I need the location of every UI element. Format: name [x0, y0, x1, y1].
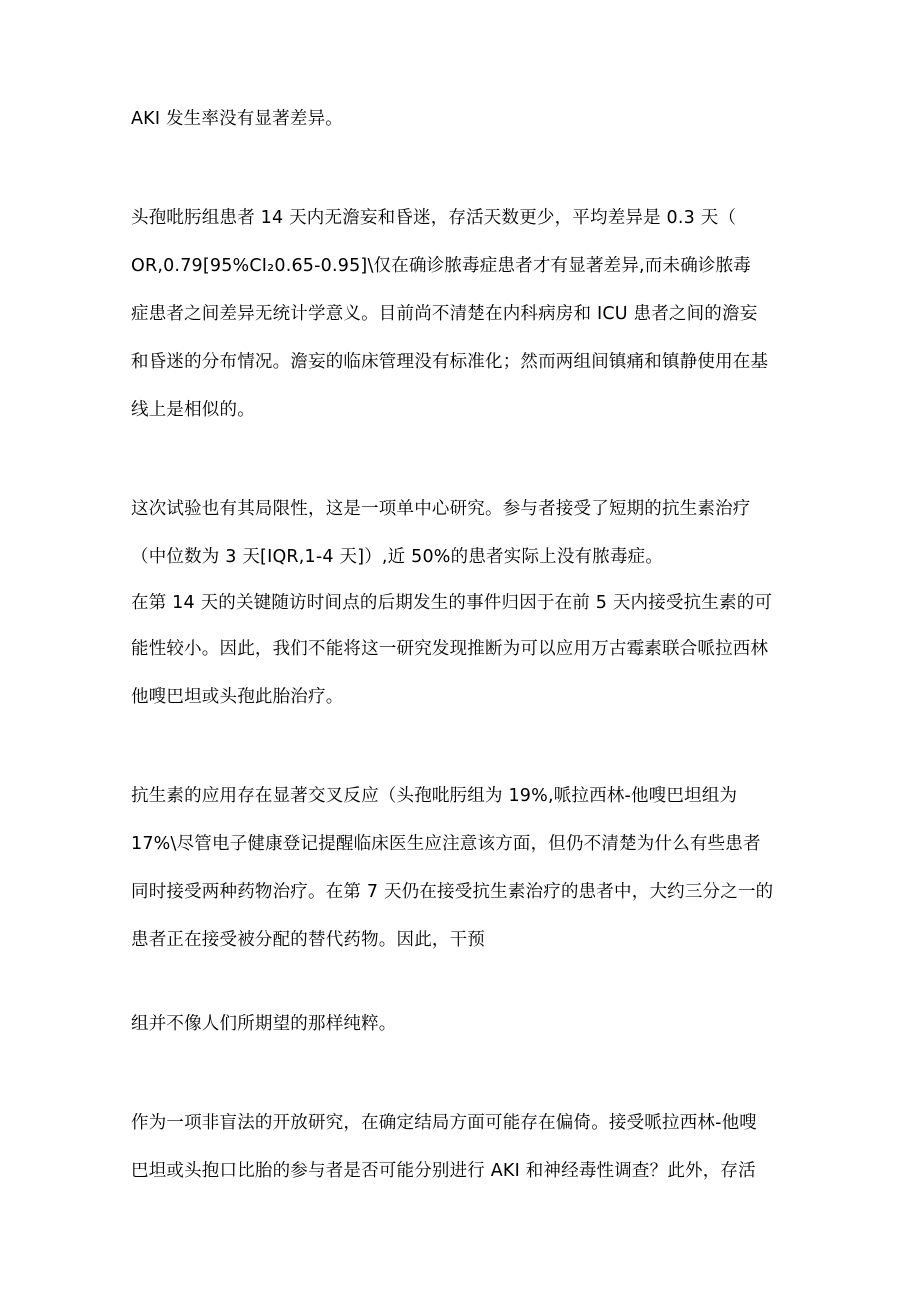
- paragraph-5-line-1: 组并不像人们所期望的那样纯粹。: [131, 1014, 397, 1034]
- paragraph-4-line-4: 患者正在接受被分配的替代药物。因此，干预: [131, 930, 485, 950]
- paragraph-2-line-5: 线上是相似的。: [131, 400, 255, 420]
- paragraph-2-line-4: 和昏迷的分布情况。澹妄的临床管理没有标准化；然而两组间镇痛和镇静使用在基: [131, 352, 769, 372]
- paragraph-3-line-4: 能性较小。因此，我们不能将这一研究发现推断为可以应用万古霉素联合哌拉西林: [131, 639, 769, 659]
- paragraph-3-line-5: 他嗖巴坦或头孢此胎治疗。: [131, 687, 344, 707]
- paragraph-4-line-3: 同时接受两种药物治疗。在第 7 天仍在接受抗生素治疗的患者中，大约三分之一的: [131, 882, 774, 902]
- paragraph-3-line-1: 这次试验也有其局限性，这是一项单中心研究。参与者接受了短期的抗生素治疗: [131, 499, 751, 519]
- paragraph-6-line-2: 巴坦或头抱口比胎的参与者是否可能分别进行 AKI 和神经毒性调查？此外，存活: [131, 1161, 756, 1181]
- paragraph-2-line-1: 头孢吡肟组患者 14 天内无澹妄和昏迷，存活天数更少，平均差异是 0.3 天（: [131, 208, 737, 228]
- paragraph-1-line-1: AKI 发生率没有显著差异。: [131, 109, 343, 129]
- paragraph-2-line-2: OR,0.79[95%CI₂0.65-0.95]\仅在确诊脓毒症患者才有显著差异,而未确诊脓毒: [131, 256, 752, 276]
- paragraph-3-line-2: （中位数为 3 天[IQR,1-4 天]）,近 50%的患者实际上没有脓毒症。: [131, 547, 664, 567]
- paragraph-4-line-2: 17%\尽管电子健康登记提醒临床医生应注意该方面，但仍不清楚为什么有些患者: [131, 834, 761, 854]
- paragraph-4-line-1: 抗生素的应用存在显著交叉反应（头孢吡肟组为 19%,哌拉西林-他嗖巴坦组为: [131, 786, 738, 806]
- paragraph-3-line-3: 在第 14 天的关键随访时间点的后期发生的事件归因于在前 5 天内接受抗生素的可: [131, 593, 773, 613]
- paragraph-6-line-1: 作为一项非盲法的开放研究，在确定结局方面可能存在偏倚。接受哌拉西林-他嗖: [131, 1113, 758, 1133]
- paragraph-2-line-3: 症患者之间差异无统计学意义。目前尚不清楚在内科病房和 ICU 患者之间的澹妄: [131, 304, 758, 324]
